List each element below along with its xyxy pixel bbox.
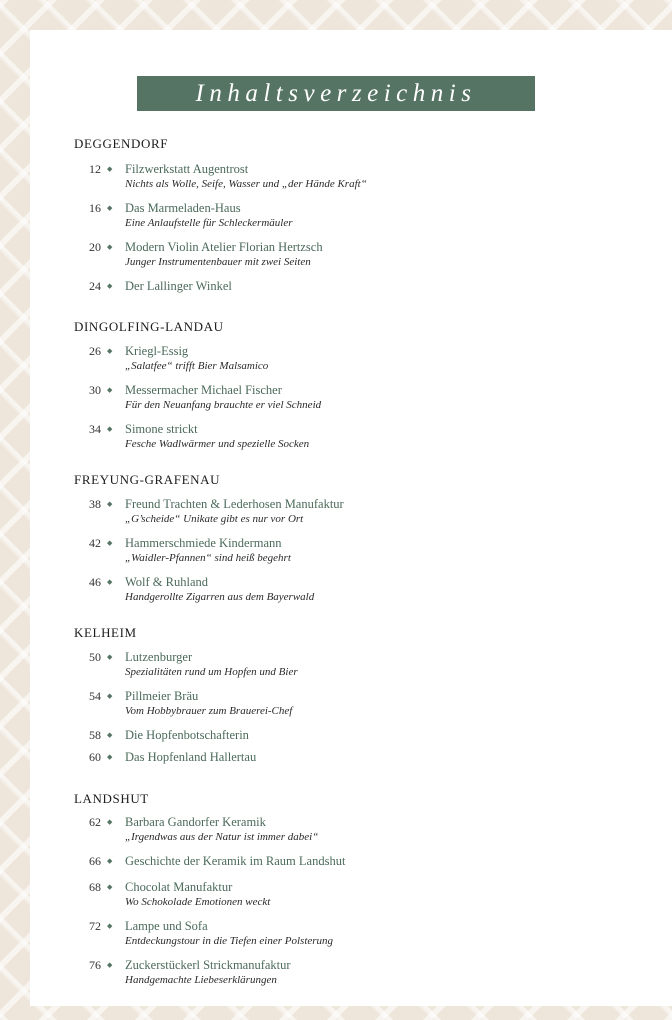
page-number: 24 — [89, 279, 101, 293]
entry-subtitle: Spezialitäten rund um Hopfen und Bier — [125, 666, 298, 678]
diamond-bullet-icon: ◆ — [107, 425, 113, 433]
section-title: DINGOLFING-LANDAU — [74, 319, 224, 334]
page-number: 50 — [89, 650, 101, 664]
page-number: 16 — [89, 201, 101, 215]
page-number: 42 — [89, 536, 101, 550]
entry-title[interactable]: Die Hopfenbotschafterin — [125, 728, 249, 742]
entry-title[interactable]: Chocolat Manufaktur — [125, 880, 233, 894]
page-number: 62 — [89, 815, 101, 829]
diamond-bullet-icon: ◆ — [107, 243, 113, 251]
toc-title: Inhaltsverzeichnis — [137, 76, 535, 111]
page-number: 76 — [89, 958, 101, 972]
section-title: LANDSHUT — [74, 791, 149, 806]
diamond-bullet-icon: ◆ — [107, 731, 113, 739]
entry-subtitle: „Irgendwas aus der Natur ist immer dabei“ — [125, 831, 319, 843]
entry-title[interactable]: Hammerschmiede Kindermann — [125, 536, 282, 550]
diamond-bullet-icon: ◆ — [107, 653, 113, 661]
diamond-bullet-icon: ◆ — [107, 204, 113, 212]
diamond-bullet-icon: ◆ — [107, 961, 113, 969]
entry-title[interactable]: Lutzenburger — [125, 650, 193, 664]
page-number: 54 — [89, 689, 101, 703]
page-number: 38 — [89, 497, 101, 511]
diamond-bullet-icon: ◆ — [107, 500, 113, 508]
diamond-bullet-icon: ◆ — [107, 753, 113, 761]
diamond-bullet-icon: ◆ — [107, 347, 113, 355]
entry-title[interactable]: Kriegl-Essig — [125, 344, 189, 358]
diamond-bullet-icon: ◆ — [107, 692, 113, 700]
entry-subtitle: Handgemachte Liebeserklärungen — [125, 974, 277, 986]
page-number: 26 — [89, 344, 101, 358]
entry-title[interactable]: Wolf & Ruhland — [125, 575, 209, 589]
page-number: 12 — [89, 162, 101, 176]
entry-subtitle: Eine Anlaufstelle für Schleckermäuler — [125, 217, 293, 229]
entry-title[interactable]: Freund Trachten & Lederhosen Manufaktur — [125, 497, 344, 511]
section-title: FREYUNG-GRAFENAU — [74, 472, 221, 487]
section-title: KELHEIM — [74, 625, 137, 640]
diamond-bullet-icon: ◆ — [107, 818, 113, 826]
diamond-bullet-icon: ◆ — [107, 539, 113, 547]
section-deggendorf — [74, 135, 634, 295]
entry-subtitle: Vom Hobbybrauer zum Brauerei-Chef — [125, 705, 293, 717]
page-number: 72 — [89, 919, 101, 933]
diamond-bullet-icon: ◆ — [107, 578, 113, 586]
entry-title[interactable]: Das Marmeladen-Haus — [125, 201, 241, 215]
page-number: 20 — [89, 240, 101, 254]
entry-title[interactable]: Barbara Gandorfer Keramik — [125, 815, 266, 829]
entry-title[interactable]: Messermacher Michael Fischer — [125, 383, 282, 397]
entry-title[interactable]: Zuckerstückerl Strickmanufaktur — [125, 958, 291, 972]
entry-title[interactable]: Pillmeier Bräu — [125, 689, 199, 703]
entry-subtitle: Fesche Wadlwärmer und spezielle Socken — [125, 438, 310, 450]
entry-subtitle: Junger Instrumentenbauer mit zwei Seiten — [125, 256, 311, 268]
diamond-bullet-icon: ◆ — [107, 165, 113, 173]
entry-subtitle: Handgerollte Zigarren aus dem Bayerwald — [125, 591, 315, 603]
diamond-bullet-icon: ◆ — [107, 386, 113, 394]
page-number: 46 — [89, 575, 101, 589]
section-freyung-grafenau — [74, 471, 634, 611]
section-dingolfing-landau — [74, 318, 634, 458]
entry-subtitle: „Salatfee“ trifft Bier Malsamico — [125, 360, 269, 372]
page-number: 58 — [89, 728, 101, 742]
entry-subtitle: Für den Neuanfang brauchte er viel Schneid — [125, 399, 322, 411]
diamond-bullet-icon: ◆ — [107, 282, 113, 290]
page-number: 66 — [89, 854, 101, 868]
diamond-bullet-icon: ◆ — [107, 922, 113, 930]
entry-subtitle: „Waidler-Pfannen“ sind heiß begehrt — [125, 552, 291, 564]
entry-subtitle: Entdeckungstour in die Tiefen einer Polsterung — [125, 935, 334, 947]
entry-subtitle: Wo Schokolade Emotionen weckt — [125, 896, 271, 908]
section-kelheim — [74, 624, 634, 764]
page-number: 30 — [89, 383, 101, 397]
entry-subtitle: Nichts als Wolle, Seife, Wasser und „der Hände Kraft“ — [125, 178, 367, 190]
page-number: 68 — [89, 880, 101, 894]
toc-page — [30, 30, 672, 1006]
section-landshut — [74, 790, 634, 1000]
entry-title[interactable]: Das Hopfenland Hallertau — [125, 750, 257, 764]
entry-title[interactable]: Simone strickt — [125, 422, 198, 436]
entry-title[interactable]: Filzwerkstatt Augentrost — [125, 162, 249, 176]
diamond-bullet-icon: ◆ — [107, 857, 113, 865]
entry-title[interactable]: Lampe und Sofa — [125, 919, 208, 933]
entry-title[interactable]: Der Lallinger Winkel — [125, 279, 232, 293]
diamond-bullet-icon: ◆ — [107, 883, 113, 891]
entry-title[interactable]: Geschichte der Keramik im Raum Landshut — [125, 854, 346, 868]
section-title: DEGGENDORF — [74, 136, 169, 151]
page-number: 34 — [89, 422, 101, 436]
entry-subtitle: „G’scheide“ Unikate gibt es nur vor Ort — [125, 513, 304, 525]
entry-title[interactable]: Modern Violin Atelier Florian Hertzsch — [125, 240, 323, 254]
page-number: 60 — [89, 750, 101, 764]
